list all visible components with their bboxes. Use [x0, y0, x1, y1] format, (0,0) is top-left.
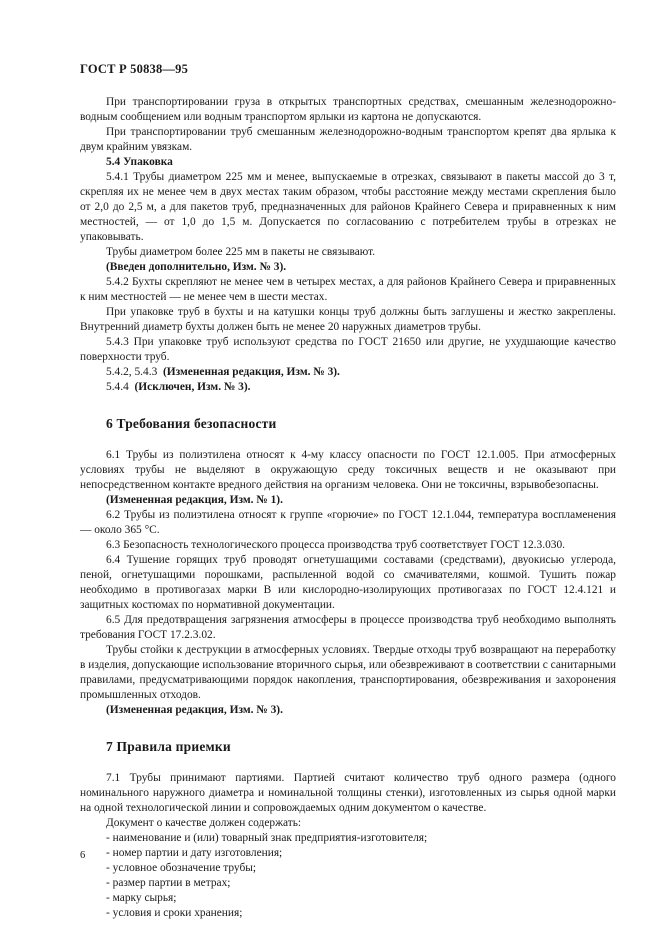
paragraph: 6.4 Тушение горящих труб проводят огнетушащими составами (средствами), двуокисью углерода, пеной, огнетушащими порошками, распыленной водой со смачивателями, кошмой. Тушить пожар необходимо в противогазах марки В или кислородно-изолирующих противогазах по ГОСТ 12.4.121 и защитных костюмах по нормативной документации.: [80, 554, 616, 611]
list-item: - условное обозначение трубы;: [106, 862, 257, 874]
paragraph: 6.5 Для предотвращения загрязнения атмосферы в процессе производства труб необходимо выполнять требования ГОСТ 17.2.3.02.: [80, 614, 616, 641]
amendment-note: (Введен дополнительно, Изм. № 3).: [106, 261, 287, 273]
list-item: - номер партии и дату изготовления;: [106, 847, 283, 859]
paragraph: При транспортировании груза в открытых транспортных средствах, смешанным железнодорожно-водным сообщением или водным транспортом ярлыки из картона не допускаются.: [80, 96, 616, 123]
paragraph: 6.3 Безопасность технологического процесса производства труб соответствует ГОСТ 12.3.030.: [106, 539, 566, 551]
document-header: ГОСТ Р 50838—95: [80, 62, 189, 76]
page-content: [80, 95, 616, 921]
paragraph: 6.2 Трубы из полиэтилена относят к группе «горючие» по ГОСТ 12.1.044, температура воспламенения — около 365 °С.: [80, 509, 616, 536]
amendment-note: (Измененная редакция, Изм. № 3).: [106, 704, 283, 716]
paragraph: Документ о качестве должен содержать:: [106, 817, 302, 829]
list-item: - размер партии в метрах;: [106, 877, 231, 889]
paragraph: Трубы диаметром более 225 мм в пакеты не связывают.: [106, 246, 376, 258]
amendment-line: [80, 365, 616, 380]
amendment-note: (Измененная редакция, Изм. № 1).: [106, 494, 283, 506]
amendment-note: (Измененная редакция, Изм. № 3).: [162, 366, 340, 378]
list-item: - марку сырья;: [106, 892, 177, 904]
amendment-line: [80, 380, 616, 395]
section-heading: 6 Требования безопасности: [106, 416, 277, 431]
paragraph: Трубы стойки к деструкции в атмосферных условиях. Твердые отходы труб возвращают на переработку в изделия, допускающие использование вторичного сырья, или обезвреживают в соответствии с санитарными правилами, предусматривающими порядок накопления, транспортирования, обезвреживания и захоронения промышленных отходов.: [80, 644, 616, 701]
clause-number: 5.4.4: [106, 381, 129, 393]
requirements-list: [80, 831, 616, 921]
paragraph: При транспортировании труб смешанным железнодорожно-водным транспортом крепят два ярлыка к двум крайним увязкам.: [80, 126, 616, 153]
section-heading: 7 Правила приемки: [106, 739, 231, 754]
paragraph: При упаковке труб в бухты и на катушки концы труб должны быть заглушены и жестко закреплены. Внутренний диаметр бухты должен быть не менее 20 наружных диаметров трубы.: [80, 306, 616, 333]
subsection-heading: 5.4 Упаковка: [106, 156, 173, 168]
paragraph: 6.1 Трубы из полиэтилена относят к 4-му классу опасности по ГОСТ 12.1.005. При атмосферных условиях трубы не выделяют в окружающую среду токсичных веществ и не оказывают при непосредственном контакте вредного действия на организм человека. Они не токсичны, взрывобезопасны.: [80, 449, 616, 491]
paragraph: 7.1 Трубы принимают партиями. Партией считают количество труб одного размера (одного номинального наружного диаметра и номинальной толщины стенки), изготовленных из сырья одной марки на одной технологической линии и сопровождаемых одним документом о качестве.: [80, 772, 616, 814]
page-number: 6: [80, 850, 86, 861]
paragraph: 5.4.3 При упаковке труб используют средства по ГОСТ 21650 или другие, не ухудшающие качество поверхности труб.: [80, 336, 616, 363]
list-item: - условия и сроки хранения;: [106, 907, 243, 919]
paragraph: 5.4.1 Трубы диаметром 225 мм и менее, выпускаемые в отрезках, связывают в пакеты массой до 3 т, скрепляя их не менее чем в двух местах таким образом, чтобы расстояние между местами скрепления было от 2,0 до 2,5 м, а для пакетов труб, предназначенных для районов Крайнего Севера и приравненных к ним местностей, — от 1,0 до 1,5 м. Допускается по согласованию с потребителем трубы в отрезках не упаковывать.: [80, 171, 616, 243]
list-item: - наименование и (или) товарный знак предприятия-изготовителя;: [106, 832, 428, 844]
clause-number: 5.4.2, 5.4.3: [106, 366, 158, 378]
paragraph: 5.4.2 Бухты скрепляют не менее чем в четырех местах, а для районов Крайнего Севера и приравненных к ним местностей — не менее чем в шести местах.: [80, 276, 616, 303]
amendment-note: (Исключен, Изм. № 3).: [134, 381, 251, 393]
